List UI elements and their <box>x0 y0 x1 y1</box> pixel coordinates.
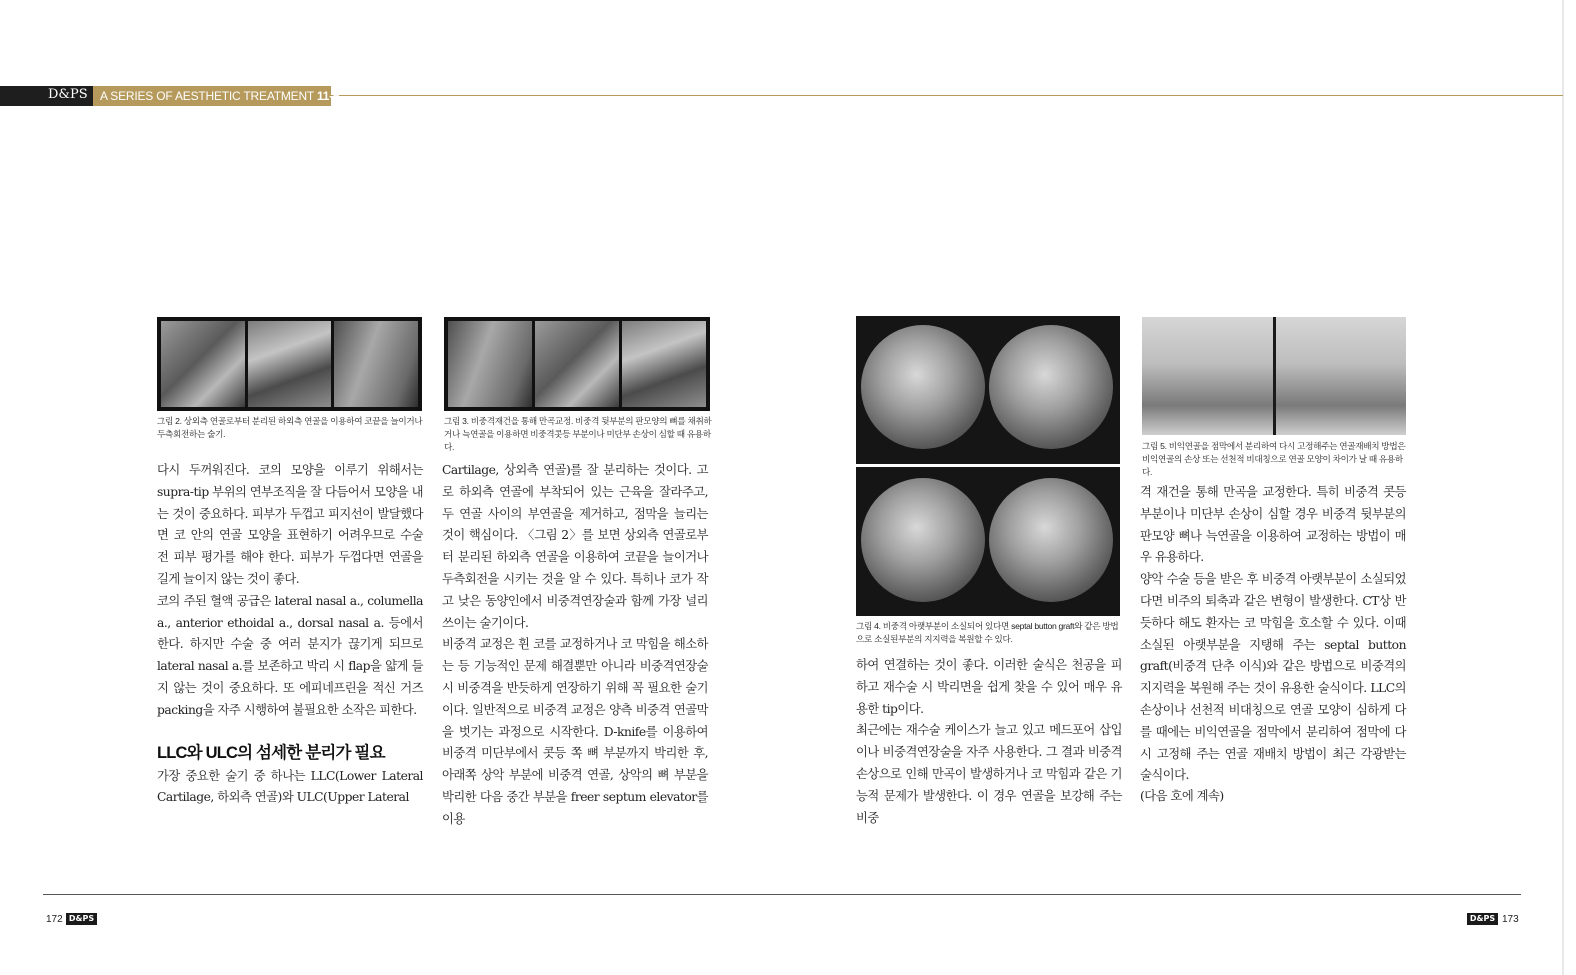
figure-4 <box>856 316 1120 616</box>
figure-4-divider <box>856 464 1120 467</box>
figure-2-photo-3 <box>334 321 418 407</box>
figure-2-caption: 그림 2. 상외측 연골로부터 분리된 하외측 연골을 이용하여 코끝을 늘이거나 두측회전하는 술기. <box>157 416 423 439</box>
figure-5 <box>1142 317 1406 435</box>
continued-note: (다음 호에 계속) <box>1140 789 1224 803</box>
figure-2-photo-2 <box>248 321 332 407</box>
figure-4-endoscope-1 <box>861 325 985 449</box>
header-rule <box>330 95 1563 96</box>
paragraph: 다시 두꺼워진다. 코의 모양을 이루기 위해서는 supra-tip 부위의 연부조직을 잘 다듬어서 모양을 내는 것이 중요하다. 피부가 두껍고 피지선이 발달했다면 코 안의 연골 모양을 표현하기 어려우므로 수술 전 피부 평가를 해야 한다. 피부가 두껍다면 연골을 길게 늘이지 않는 것이 좋다. <box>157 463 423 586</box>
footer-rule <box>43 894 1521 895</box>
figure-3-caption: 그림 3. 비중격재건을 통해 만곡교정. 비중격 뒷부분의 판모양의 뼈를 채취하거나 늑연골을 이용하면 비중격콧등 부분이나 미단부 손상이 심할 때 유용하다. <box>444 416 712 452</box>
figure-3-photo-3 <box>622 321 706 407</box>
figure-4-caption: 그림 4. 비중격 아랫부분이 소실되어 있다면 septal button graft와 같은 방법으로 소실된부분의 지지력을 복원할 수 있다. <box>856 621 1119 644</box>
figure-4-endoscope-3 <box>861 478 985 602</box>
paragraph: 가장 중요한 술기 중 하나는 LLC(Lower Lateral Cartilage, 하외측 연골)와 ULC(Upper Lateral <box>157 768 423 805</box>
text-column-3 <box>856 655 1122 829</box>
figure-3-photo-1 <box>448 321 532 407</box>
section-heading: LLC와 ULC의 섬세한 분리가 필요 <box>157 743 385 762</box>
figure-5-caption: 그림 5. 비익연골을 점막에서 분리하여 다시 고정해주는 연골재배치 방법은 비익연골의 손상 또는 선천적 비대칭으로 연골 모양이 차이가 날 때 유용하다. <box>1142 441 1406 477</box>
paragraph: 코의 주된 혈액 공급은 lateral nasal a., columella a., anterior ethoidal a., dorsal nasal a. 등에서 한다. 하지만 수술 중 여러 분지가 끊기게 되므로 lateral nasal a.를 보존하고 박리 시 flap을 얇게 들지 않는 것이 중요하다. 또 에피네프린을 적신 거즈 packing을 자주 시행하여 불필요한 소작은 피한다. <box>157 593 423 717</box>
figure-3 <box>444 317 710 411</box>
paragraph: 하여 연결하는 것이 좋다. 이러한 술식은 천공을 피하고 재수술 시 박리면을 쉽게 찾을 수 있어 매우 유용한 tip이다. <box>856 658 1122 716</box>
figure-2-photo-1 <box>161 321 245 407</box>
page-edge <box>1562 0 1564 975</box>
page-number-left: 172 <box>46 914 63 925</box>
figure-4-endoscope-2 <box>989 325 1113 449</box>
figure-2 <box>157 317 422 411</box>
footer-logo-right: D&PS <box>1467 913 1498 925</box>
series-number: 11-6 <box>316 89 340 103</box>
paragraph: 최근에는 재수술 케이스가 늘고 있고 메드포어 삽입이나 비중격연장술을 자주 사용한다. 그 결과 비중격 손상으로 인해 만곡이 발생하거나 코 막힘과 같은 기능적 문제가 발생한다. 이 경우 연골을 보강해 주는 비중 <box>856 723 1122 825</box>
paragraph: 양악 수술 등을 받은 후 비중격 아랫부분이 소실되었다면 비주의 퇴축과 같은 변형이 발생한다. CT상 반듯하다 해도 환자는 코 막힘을 호소할 수 있다. 이때 소실된 아랫부분을 지탱해 주는 septal button graft(비중격 단추 이식)와 같은 방법으로 비중격의 지지력을 복원해 주는 것이 유용한 술식이다. LLC의 손상이나 선천적 비대칭으로 연골 모양이 심하게 다를 때에는 비익연골을 점막에서 분리하여 점막에 다시 고정해 주는 연골 재배치 방법이 최근 각광받는 술식이다. <box>1140 572 1406 783</box>
paragraph: Cartilage, 상외측 연골)를 잘 분리하는 것이다. 고로 하외측 연골에 부착되어 있는 근육을 잘라주고, 두 연골 사이의 부연골을 제거하고, 점막을 늘리는 것이 핵심이다. 〈그림 2〉를 보면 상외측 연골로부터 분리된 하외측 연골을 이용하여 코끝을 늘이거나 두측회전을 시키는 것을 알 수 있다. 특히나 코가 작고 낮은 동양인에서 비중격연장술과 함께 가장 널리 쓰이는 술기이다. <box>442 463 708 630</box>
figure-4-endoscope-4 <box>989 478 1113 602</box>
figure-5-photo-2 <box>1276 317 1407 435</box>
page-number-right: 173 <box>1502 914 1519 925</box>
paragraph: 격 재건을 통해 만곡을 교정한다. 특히 비중격 콧등 부분이나 미단부 손상이 심할 경우 비중격 뒷부분의 판모양 뼈나 늑연골을 이용하여 교정하는 방법이 매우 유용하다. <box>1140 485 1406 565</box>
header-logo: D&PS <box>48 87 88 102</box>
figure-5-photo-1 <box>1142 317 1273 435</box>
series-title: A SERIES OF AESTHETIC TREATMENT <box>100 89 314 103</box>
text-column-2 <box>442 460 708 831</box>
footer-logo-left: D&PS <box>66 913 97 925</box>
text-column-4 <box>1140 482 1406 787</box>
header-series <box>100 89 340 103</box>
text-column-1 <box>157 460 423 809</box>
figure-3-photo-2 <box>535 321 619 407</box>
paragraph: 비중격 교정은 휜 코를 교정하거나 코 막힘을 해소하는 등 기능적인 문제 해결뿐만 아니라 비중격연장술시 비중격을 반듯하게 연장하기 위해 꼭 필요한 술기이다. 일반적으로 비중격 교정은 양측 비중격 연골막을 벗기는 과정으로 시작한다. D-knife를 이용하여 비중격 미단부에서 콧등 쪽 뼈 부분까지 박리한 후, 아래쪽 상악 부분에 비중격 연골, 상악의 뼈 부분을 박리한 다음 중간 부분을 freer septum elevator를 이용 <box>442 637 708 826</box>
